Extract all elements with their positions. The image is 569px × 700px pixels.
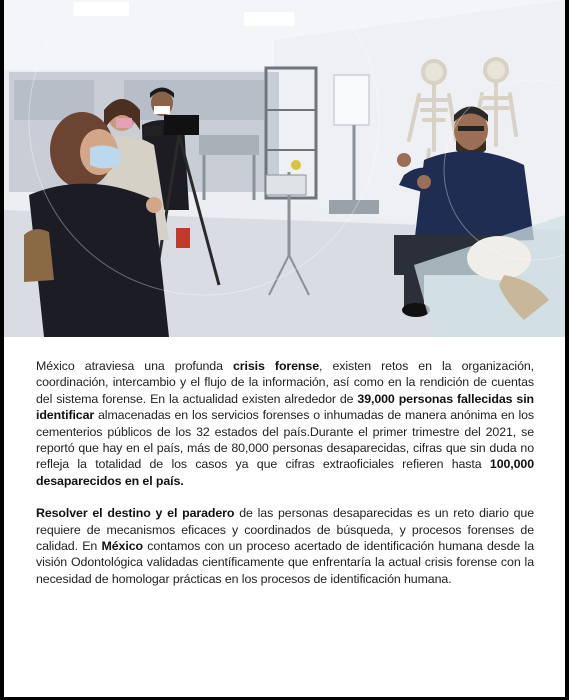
paragraph-destino-paradero [36,505,534,587]
emphasized-text: México [101,539,143,554]
emphasized-text: 100,000 desaparecidos en el país. [36,457,534,488]
forensic-lab-photo [4,0,565,337]
body-text: contamos con un proceso acertado de identificación humana desde la visión Odontológica validadas científicamente que enfrentaría la actual crisis forense con la necesidad de homologar prácticas en los procesos de identificación humana. [36,539,534,586]
article-body [36,358,534,603]
body-text: México atraviesa una profunda [36,359,234,373]
document-page [4,0,565,697]
body-text: de las personas desaparecidas es un reto diario que requiere de mecanismos eficaces y coordinados de búsqueda, y procesos forenses de calidad. En [36,506,534,554]
body-text: , existen retos en la organización, coordinación, intercambio y el flujo de la información, así como en la rendición de cuentas del sistema forense. En la actualidad existen alrededor de [36,359,534,406]
body-text: almacenadas en los servicios forenses o inhumadas de manera anónima en los cementerios públicos de los 32 estados del país.Durante el primer trimestre del 2021, se reportó que hay en el país, más de 80,000 personas desaparecidas, cifras que sin duda no refleja la totalidad de los casos ya que cifras extraoficiales refieren hasta [36,408,534,472]
paragraph-crisis-forense [36,358,534,489]
emphasized-text: Resolver el destino y el paradero [36,506,235,521]
emphasized-text: 39,000 personas fallecidas sin identificar [36,391,535,423]
emphasized-text: crisis forense [233,359,319,373]
